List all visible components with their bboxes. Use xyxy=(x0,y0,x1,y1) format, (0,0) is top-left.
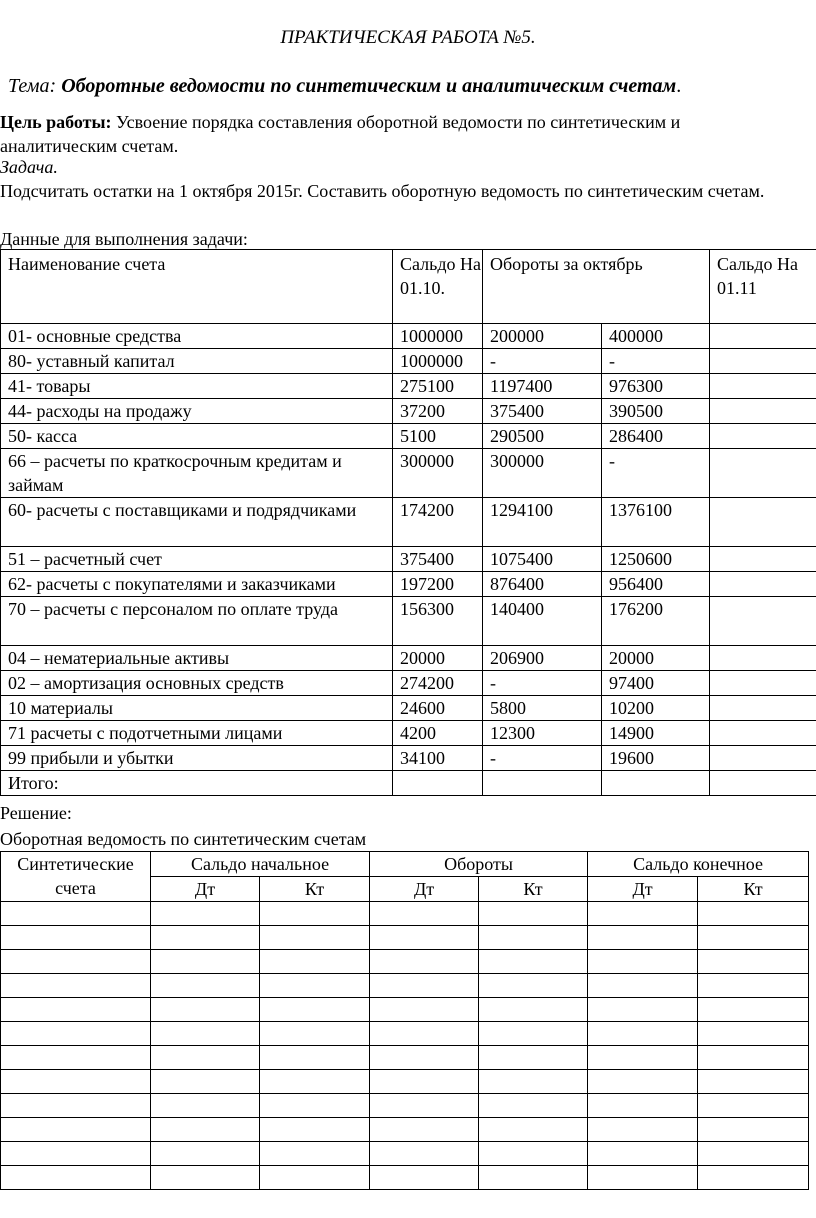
turnover-credit-cell: 400000 xyxy=(602,324,710,349)
empty-cell xyxy=(370,1118,479,1142)
page-title: ПРАКТИЧЕСКАЯ РАБОТА №5. xyxy=(280,27,536,48)
empty-cell xyxy=(698,1094,809,1118)
saldo-end-cell xyxy=(710,696,816,721)
empty-cell xyxy=(370,1070,479,1094)
empty-cell xyxy=(588,974,698,998)
empty-cell xyxy=(698,1118,809,1142)
empty-cell xyxy=(588,1022,698,1046)
empty-cell xyxy=(260,998,370,1022)
empty-sheet-row xyxy=(1,998,809,1022)
saldo-start-cell xyxy=(393,771,483,796)
empty-cell xyxy=(1,1094,151,1118)
empty-cell xyxy=(698,902,809,926)
turnover-credit-cell: 1376100 xyxy=(602,498,710,547)
header-synthetic-accounts: Синтетические счета xyxy=(1,852,151,902)
table-row xyxy=(1,349,816,374)
saldo-start-cell: 300000 xyxy=(393,449,483,498)
empty-cell xyxy=(479,974,588,998)
header-saldo-start: Сальдо На 01.10. xyxy=(393,250,483,324)
task-label: Задача. xyxy=(0,157,58,177)
saldo-end-cell xyxy=(710,771,816,796)
empty-cell xyxy=(588,1094,698,1118)
table-row xyxy=(1,646,816,671)
turnover-credit-cell: 20000 xyxy=(602,646,710,671)
empty-cell xyxy=(479,1166,588,1190)
saldo-end-cell xyxy=(710,597,816,646)
saldo-end-cell xyxy=(710,671,816,696)
table-row xyxy=(1,547,816,572)
turnover-credit-cell: 956400 xyxy=(602,572,710,597)
empty-cell xyxy=(1,1118,151,1142)
empty-cell xyxy=(698,974,809,998)
empty-cell xyxy=(260,1094,370,1118)
empty-cell xyxy=(370,950,479,974)
empty-cell xyxy=(1,1070,151,1094)
empty-cell xyxy=(1,902,151,926)
saldo-start-cell: 375400 xyxy=(393,547,483,572)
turnover-credit-cell: 14900 xyxy=(602,721,710,746)
empty-cell xyxy=(698,998,809,1022)
turnover-debit-cell: 1197400 xyxy=(483,374,602,399)
empty-cell xyxy=(698,1166,809,1190)
saldo-start-cell: 1000000 xyxy=(393,349,483,374)
empty-cell xyxy=(479,1142,588,1166)
empty-cell xyxy=(151,1118,260,1142)
table-row xyxy=(1,399,816,424)
topic-line xyxy=(8,74,681,98)
empty-cell xyxy=(479,950,588,974)
empty-cell xyxy=(151,1046,260,1070)
saldo-end-cell xyxy=(710,646,816,671)
turnover-debit-cell xyxy=(483,771,602,796)
account-name-cell: Итого: xyxy=(1,771,393,796)
empty-sheet-row xyxy=(1,1118,809,1142)
empty-sheet-row xyxy=(1,926,809,950)
empty-sheet-row xyxy=(1,974,809,998)
header-saldo-start-group: Сальдо начальное xyxy=(151,852,370,877)
empty-cell xyxy=(370,902,479,926)
table-row xyxy=(1,746,816,771)
solution-label: Решение: xyxy=(0,803,72,823)
empty-cell xyxy=(1,998,151,1022)
empty-cell xyxy=(698,926,809,950)
empty-cell xyxy=(479,1022,588,1046)
account-name-cell: 62- расчеты с покупателями и заказчиками xyxy=(1,572,393,597)
saldo-end-cell xyxy=(710,498,816,547)
empty-cell xyxy=(1,950,151,974)
empty-cell xyxy=(1,974,151,998)
empty-cell xyxy=(260,1142,370,1166)
empty-cell xyxy=(370,1022,479,1046)
accounts-data-table xyxy=(0,249,816,796)
turnover-debit-cell: - xyxy=(483,671,602,696)
table-row xyxy=(1,671,816,696)
account-name-cell: 99 прибыли и убытки xyxy=(1,746,393,771)
empty-cell xyxy=(698,1022,809,1046)
table-row xyxy=(1,449,816,498)
account-name-cell: 71 расчеты с подотчетными лицами xyxy=(1,721,393,746)
empty-cell xyxy=(588,950,698,974)
topic-end: . xyxy=(676,75,682,97)
empty-cell xyxy=(260,1046,370,1070)
turnover-debit-cell: 876400 xyxy=(483,572,602,597)
empty-cell xyxy=(588,926,698,950)
saldo-end-cell xyxy=(710,721,816,746)
turnover-debit-cell: - xyxy=(483,746,602,771)
empty-sheet-row xyxy=(1,902,809,926)
header-end-kt: Кт xyxy=(698,877,809,902)
topic-label: Тема: xyxy=(8,75,57,97)
table-row xyxy=(1,696,816,721)
account-name-cell: 10 материалы xyxy=(1,696,393,721)
account-name-cell: 60- расчеты с поставщиками и подрядчиками xyxy=(1,498,393,547)
empty-cell xyxy=(370,1166,479,1190)
turnover-credit-cell: 176200 xyxy=(602,597,710,646)
empty-cell xyxy=(370,974,479,998)
empty-cell xyxy=(588,1070,698,1094)
empty-cell xyxy=(479,1046,588,1070)
turnover-debit-cell: 375400 xyxy=(483,399,602,424)
turnover-debit-cell: 1294100 xyxy=(483,498,602,547)
empty-cell xyxy=(479,998,588,1022)
empty-cell xyxy=(260,1166,370,1190)
table-row xyxy=(1,424,816,449)
empty-cell xyxy=(260,1070,370,1094)
turnover-credit-cell: 286400 xyxy=(602,424,710,449)
turnover-credit-cell xyxy=(602,771,710,796)
empty-cell xyxy=(588,1046,698,1070)
table-row xyxy=(1,374,816,399)
turnover-credit-cell: 1250600 xyxy=(602,547,710,572)
saldo-end-cell xyxy=(710,746,816,771)
turnover-credit-cell: 19600 xyxy=(602,746,710,771)
table-row xyxy=(1,572,816,597)
empty-cell xyxy=(151,1094,260,1118)
empty-cell xyxy=(151,950,260,974)
empty-cell xyxy=(1,1046,151,1070)
table-row xyxy=(1,721,816,746)
table-row xyxy=(1,324,816,349)
empty-cell xyxy=(588,902,698,926)
empty-cell xyxy=(151,974,260,998)
empty-cell xyxy=(698,950,809,974)
sheet-header-row xyxy=(1,852,809,877)
empty-cell xyxy=(151,1070,260,1094)
turnover-debit-cell: 1075400 xyxy=(483,547,602,572)
empty-cell xyxy=(479,1070,588,1094)
empty-cell xyxy=(260,974,370,998)
empty-cell xyxy=(1,1142,151,1166)
table-row xyxy=(1,498,816,547)
empty-cell xyxy=(479,902,588,926)
empty-cell xyxy=(1,1022,151,1046)
account-name-cell: 80- уставный капитал xyxy=(1,349,393,374)
empty-cell xyxy=(370,1094,479,1118)
saldo-start-cell: 5100 xyxy=(393,424,483,449)
empty-cell xyxy=(698,1142,809,1166)
saldo-start-cell: 1000000 xyxy=(393,324,483,349)
empty-cell xyxy=(588,1118,698,1142)
empty-cell xyxy=(151,1022,260,1046)
empty-cell xyxy=(151,1166,260,1190)
saldo-end-cell xyxy=(710,374,816,399)
turnover-credit-cell: 976300 xyxy=(602,374,710,399)
empty-cell xyxy=(260,902,370,926)
turnover-sheet-table xyxy=(0,851,809,1190)
header-saldo-end-group: Сальдо конечное xyxy=(588,852,809,877)
header-end-dt: Дт xyxy=(588,877,698,902)
empty-cell xyxy=(260,926,370,950)
account-name-cell: 04 – нематериальные активы xyxy=(1,646,393,671)
saldo-start-cell: 274200 xyxy=(393,671,483,696)
empty-sheet-row xyxy=(1,1094,809,1118)
table-row xyxy=(1,771,816,796)
task-text: Подсчитать остатки на 1 октября 2015г. Составить оборотную ведомость по синтетическим счетам. xyxy=(0,181,765,201)
empty-cell xyxy=(1,1166,151,1190)
header-account-name: Наименование счета xyxy=(1,250,393,324)
empty-cell xyxy=(479,926,588,950)
header-turnover: Обороты за октябрь xyxy=(483,250,710,324)
empty-cell xyxy=(588,1142,698,1166)
empty-cell xyxy=(260,1022,370,1046)
goal-paragraph xyxy=(0,110,800,158)
saldo-end-cell xyxy=(710,349,816,374)
account-name-cell: 44- расходы на продажу xyxy=(1,399,393,424)
empty-sheet-row xyxy=(1,1046,809,1070)
header-start-dt: Дт xyxy=(151,877,260,902)
data-label: Данные для выполнения задачи: xyxy=(0,229,248,249)
empty-cell xyxy=(370,1142,479,1166)
turnover-debit-cell: 5800 xyxy=(483,696,602,721)
turnover-credit-cell: 390500 xyxy=(602,399,710,424)
account-name-cell: 01- основные средства xyxy=(1,324,393,349)
empty-cell xyxy=(151,902,260,926)
saldo-end-cell xyxy=(710,324,816,349)
goal-text: Усвоение порядка составления оборотной ведомости по синтетическим и аналитическим счетам. xyxy=(0,112,681,156)
empty-cell xyxy=(370,1046,479,1070)
saldo-start-cell: 34100 xyxy=(393,746,483,771)
empty-cell xyxy=(260,1118,370,1142)
turnover-credit-cell: 97400 xyxy=(602,671,710,696)
saldo-end-cell xyxy=(710,449,816,498)
empty-cell xyxy=(151,926,260,950)
turnover-debit-cell: 200000 xyxy=(483,324,602,349)
saldo-start-cell: 174200 xyxy=(393,498,483,547)
header-turnover-group: Обороты xyxy=(370,852,588,877)
turnover-credit-cell: - xyxy=(602,349,710,374)
empty-cell xyxy=(588,998,698,1022)
empty-cell xyxy=(151,1142,260,1166)
empty-cell xyxy=(698,1046,809,1070)
empty-sheet-row xyxy=(1,1070,809,1094)
empty-cell xyxy=(260,950,370,974)
saldo-end-cell xyxy=(710,399,816,424)
saldo-end-cell xyxy=(710,424,816,449)
empty-cell xyxy=(370,998,479,1022)
account-name-cell: 51 – расчетный счет xyxy=(1,547,393,572)
account-name-cell: 41- товары xyxy=(1,374,393,399)
turnover-credit-cell: 10200 xyxy=(602,696,710,721)
empty-sheet-row xyxy=(1,1142,809,1166)
saldo-end-cell xyxy=(710,572,816,597)
saldo-start-cell: 20000 xyxy=(393,646,483,671)
turnover-debit-cell: 140400 xyxy=(483,597,602,646)
header-turnover-dt: Дт xyxy=(370,877,479,902)
solution-title: Оборотная ведомость по синтетическим счетам xyxy=(0,829,367,849)
topic-value: Оборотные ведомости по синтетическим и аналитическим счетам xyxy=(61,75,677,97)
saldo-start-cell: 156300 xyxy=(393,597,483,646)
turnover-debit-cell: 290500 xyxy=(483,424,602,449)
turnover-credit-cell: - xyxy=(602,449,710,498)
empty-sheet-row xyxy=(1,1166,809,1190)
saldo-start-cell: 24600 xyxy=(393,696,483,721)
account-name-cell: 50- касса xyxy=(1,424,393,449)
empty-cell xyxy=(1,926,151,950)
empty-cell xyxy=(479,1094,588,1118)
turnover-debit-cell: 12300 xyxy=(483,721,602,746)
empty-cell xyxy=(698,1070,809,1094)
header-turnover-kt: Кт xyxy=(479,877,588,902)
empty-cell xyxy=(370,926,479,950)
header-saldo-end: Сальдо На 01.11 xyxy=(710,250,816,324)
empty-cell xyxy=(151,998,260,1022)
empty-sheet-row xyxy=(1,1022,809,1046)
saldo-start-cell: 197200 xyxy=(393,572,483,597)
empty-sheet-row xyxy=(1,950,809,974)
header-start-kt: Кт xyxy=(260,877,370,902)
saldo-start-cell: 4200 xyxy=(393,721,483,746)
account-name-cell: 02 – амортизация основных средств xyxy=(1,671,393,696)
empty-cell xyxy=(479,1118,588,1142)
saldo-start-cell: 37200 xyxy=(393,399,483,424)
account-name-cell: 70 – расчеты с персоналом по оплате труда xyxy=(1,597,393,646)
account-name-cell: 66 – расчеты по краткосрочным кредитам и займам xyxy=(1,449,393,498)
table-row xyxy=(1,597,816,646)
goal-label: Цель работы: xyxy=(0,112,112,132)
saldo-end-cell xyxy=(710,547,816,572)
table-header-row xyxy=(1,250,816,324)
turnover-debit-cell: 206900 xyxy=(483,646,602,671)
empty-cell xyxy=(588,1166,698,1190)
saldo-start-cell: 275100 xyxy=(393,374,483,399)
turnover-debit-cell: - xyxy=(483,349,602,374)
turnover-debit-cell: 300000 xyxy=(483,449,602,498)
